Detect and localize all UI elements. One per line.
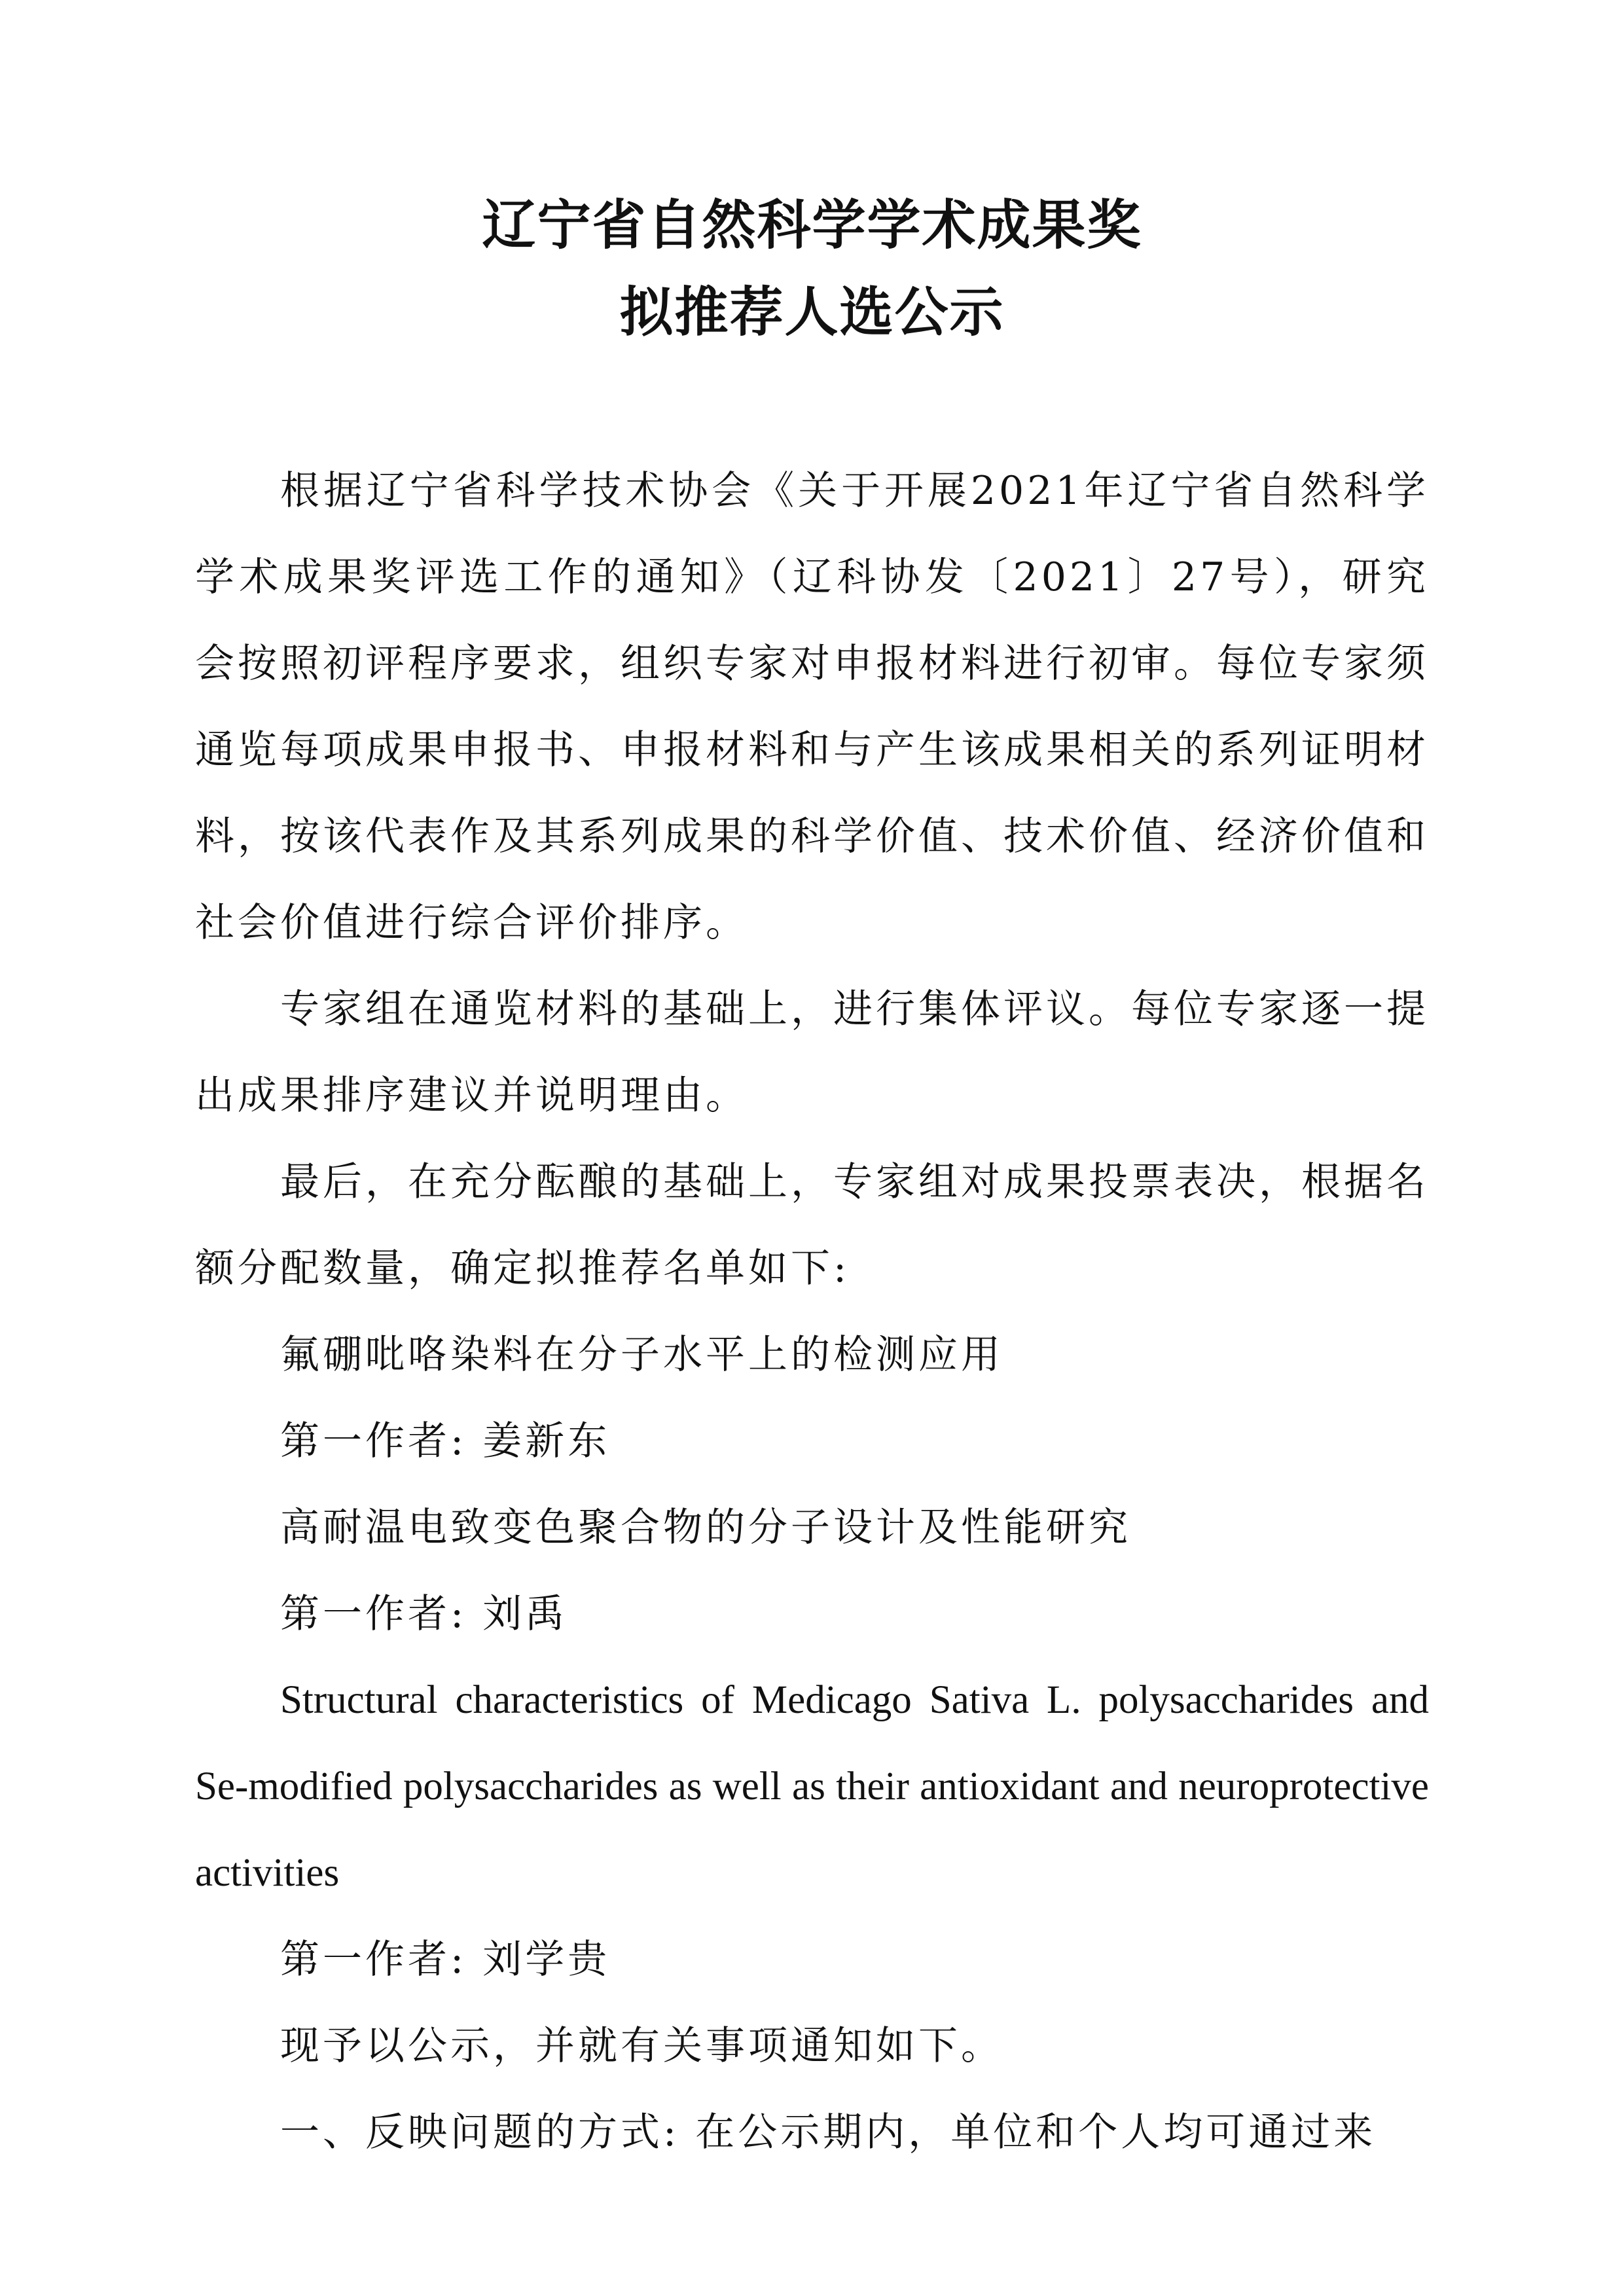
item-title: 高耐温电致变色聚合物的分子设计及性能研究 [280, 1505, 1131, 1551]
item-title: 氟硼吡咯染料在分子水平上的检测应用 [280, 1332, 1003, 1378]
document-title-line1: 辽宁省自然科学学术成果奖 [482, 194, 1142, 257]
paragraph-vote: 最后，在充分酝酿的基础上，专家组对成果投票表决，根据名额分配数量，确定拟推荐名单如下: [195, 1159, 1429, 1291]
section-one-line: 一、反映问题的方式: 在公示期内，单位和个人均可通过来 [280, 2109, 1377, 2155]
item-author: 第一作者: 姜新东 [280, 1418, 611, 1464]
document-body [195, 448, 1429, 2176]
paragraph-review: 专家组在通览材料的基础上，进行集体评议。每位专家逐一提出成果排序建议并说明理由。 [195, 986, 1429, 1119]
paragraph-basis: 根据辽宁省科学技术协会《关于开展2021年辽宁省自然科学学术成果奖评选工作的通知》（辽科协发〔2021〕27号），研究会按照初评程序要求，组织专家对申报材料进行初审。每位专家须通览每项成果申报书、申报材料和与产生该成果相关的系列证明材料，按该代表作及其系列成果的科学价值、技术价值、经济价值和社会价值进行综合评价排序。 [195, 468, 1429, 946]
item-title: Structural characteristics of Medicago Sativa L. polysaccharides and Se-modified polysaccharides as well as their antioxidant and neuroprotective activities [195, 1678, 1429, 1895]
document-title-line2: 拟推荐人选公示 [619, 281, 1005, 344]
item-author: 第一作者: 刘禹 [280, 1591, 568, 1637]
notice-line: 现予以公示，并就有关事项通知如下。 [280, 2023, 1003, 2069]
item-author: 第一作者: 刘学贵 [280, 1937, 611, 1982]
